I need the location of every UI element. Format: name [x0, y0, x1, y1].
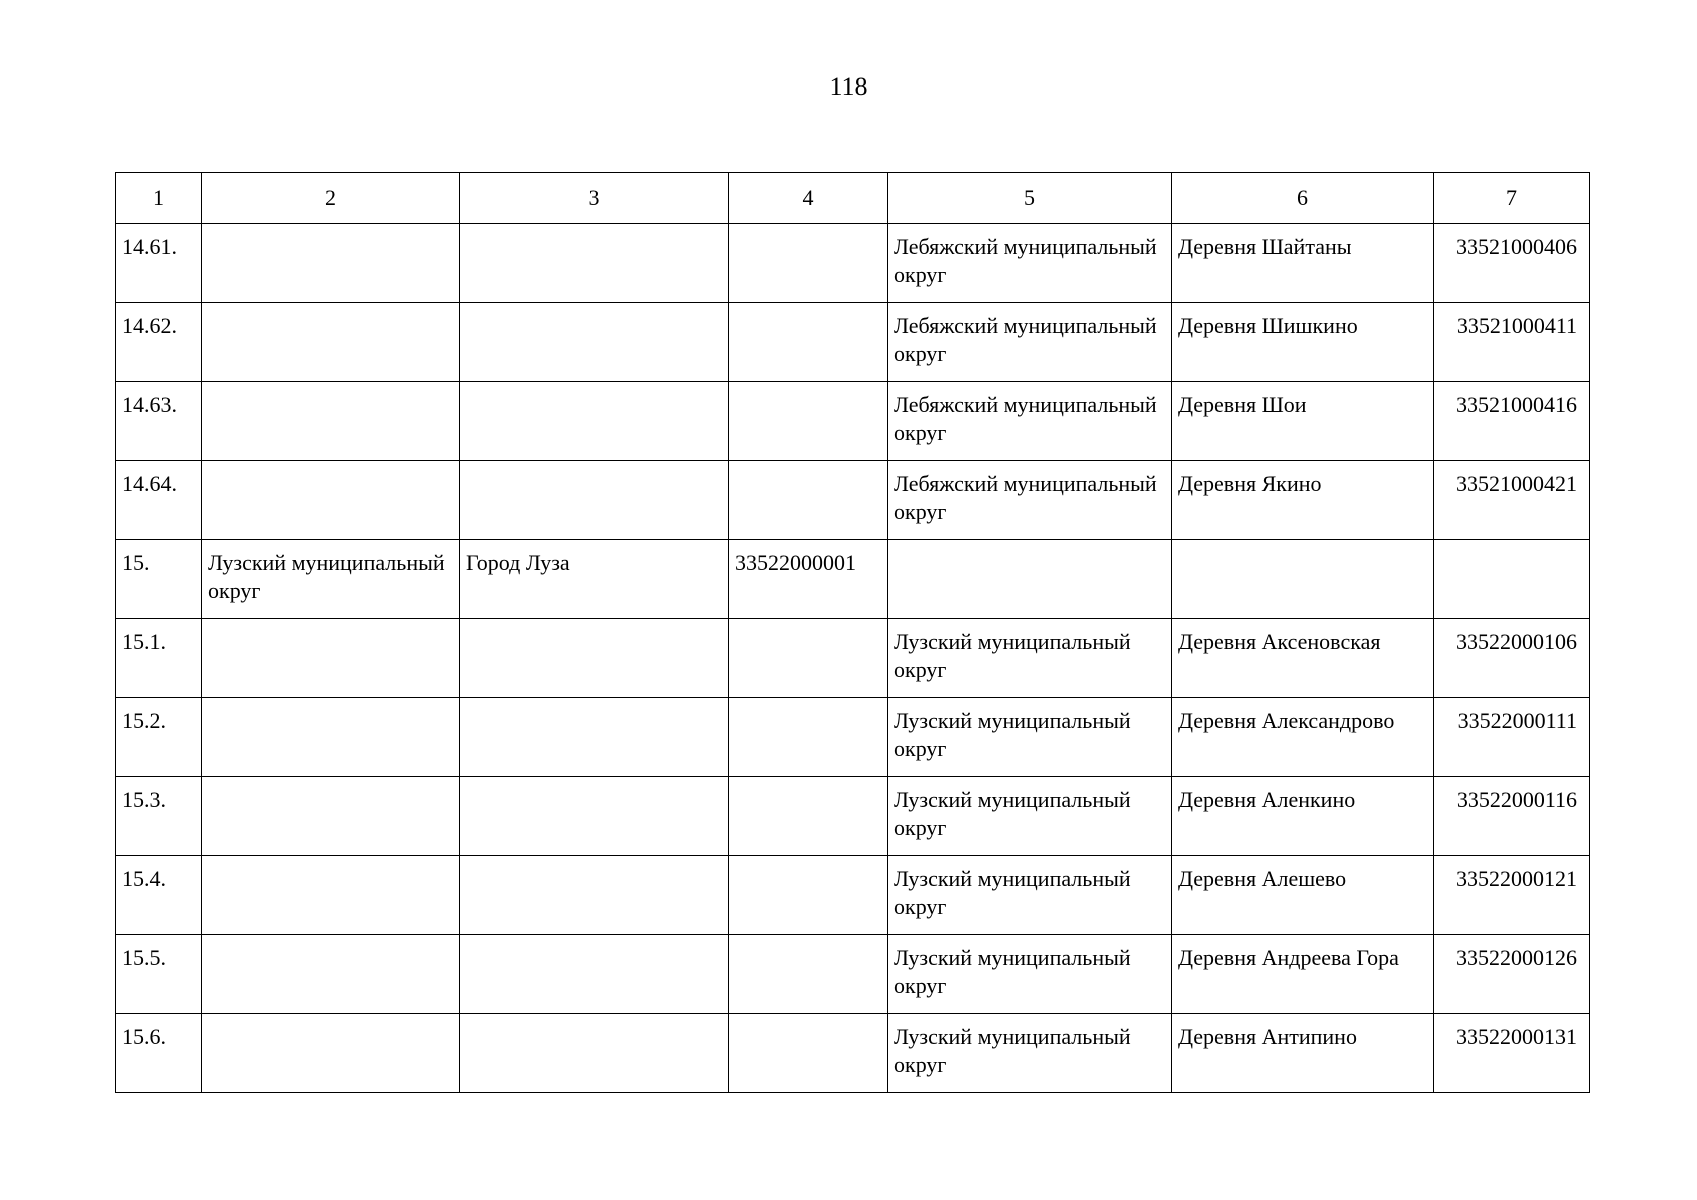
district-cell — [202, 382, 460, 461]
settlements-table — [115, 172, 1590, 1093]
row-number-cell: 15.5. — [116, 935, 202, 1014]
row-number-cell: 14.63. — [116, 382, 202, 461]
municipality-cell: Лузский муниципальный округ — [888, 935, 1172, 1014]
municipality-cell: Лебяжский муниципальный округ — [888, 461, 1172, 540]
settlement-code-cell: 33521000416 — [1434, 382, 1590, 461]
district-cell — [202, 935, 460, 1014]
settlement-code-cell: 33521000406 — [1434, 224, 1590, 303]
admin-center-cell — [460, 224, 729, 303]
table-row — [116, 619, 1590, 698]
table-row — [116, 382, 1590, 461]
admin-center-code-cell — [729, 856, 888, 935]
municipality-cell: Лузский муниципальный округ — [888, 619, 1172, 698]
district-cell — [202, 619, 460, 698]
settlement-code-cell: 33522000111 — [1434, 698, 1590, 777]
settlement-cell: Деревня Шайтаны — [1172, 224, 1434, 303]
admin-center-cell — [460, 619, 729, 698]
admin-center-code-cell — [729, 382, 888, 461]
municipality-cell — [888, 540, 1172, 619]
header-cell: 7 — [1434, 173, 1590, 224]
page-number: 118 — [829, 72, 868, 101]
admin-center-code-cell — [729, 698, 888, 777]
admin-center-cell — [460, 461, 729, 540]
admin-center-code-cell — [729, 224, 888, 303]
admin-center-cell — [460, 1014, 729, 1093]
header-cell: 3 — [460, 173, 729, 224]
row-number-cell: 14.62. — [116, 303, 202, 382]
admin-center-cell — [460, 382, 729, 461]
municipality-cell: Лебяжский муниципальный округ — [888, 224, 1172, 303]
admin-center-cell — [460, 777, 729, 856]
table-row — [116, 224, 1590, 303]
municipality-cell: Лузский муниципальный округ — [888, 1014, 1172, 1093]
municipality-cell: Лебяжский муниципальный округ — [888, 303, 1172, 382]
district-cell — [202, 698, 460, 777]
admin-center-cell: Город Луза — [460, 540, 729, 619]
settlement-code-cell: 33522000121 — [1434, 856, 1590, 935]
admin-center-cell — [460, 698, 729, 777]
municipality-cell: Лузский муниципальный округ — [888, 856, 1172, 935]
district-cell — [202, 303, 460, 382]
settlement-cell: Деревня Андреева Гора — [1172, 935, 1434, 1014]
admin-center-code-cell — [729, 935, 888, 1014]
admin-center-code-cell — [729, 461, 888, 540]
row-number-cell: 14.61. — [116, 224, 202, 303]
row-number-cell: 15. — [116, 540, 202, 619]
settlement-cell: Деревня Алешево — [1172, 856, 1434, 935]
table-row — [116, 777, 1590, 856]
settlement-cell: Деревня Аксеновская — [1172, 619, 1434, 698]
row-number-cell: 14.64. — [116, 461, 202, 540]
settlement-cell — [1172, 540, 1434, 619]
district-cell — [202, 1014, 460, 1093]
admin-center-code-cell — [729, 1014, 888, 1093]
header-cell: 6 — [1172, 173, 1434, 224]
settlement-code-cell: 33522000106 — [1434, 619, 1590, 698]
district-cell — [202, 224, 460, 303]
admin-center-cell — [460, 856, 729, 935]
district-cell — [202, 856, 460, 935]
table-row — [116, 935, 1590, 1014]
header-cell: 1 — [116, 173, 202, 224]
table-row — [116, 461, 1590, 540]
settlement-cell: Деревня Антипино — [1172, 1014, 1434, 1093]
row-number-cell: 15.2. — [116, 698, 202, 777]
municipality-cell: Лебяжский муниципальный округ — [888, 382, 1172, 461]
settlement-code-cell: 33522000131 — [1434, 1014, 1590, 1093]
admin-center-code-cell — [729, 777, 888, 856]
row-number-cell: 15.1. — [116, 619, 202, 698]
settlement-code-cell: 33522000126 — [1434, 935, 1590, 1014]
table-row — [116, 540, 1590, 619]
settlement-cell: Деревня Шои — [1172, 382, 1434, 461]
district-cell: Лузский муниципальный округ — [202, 540, 460, 619]
settlement-code-cell — [1434, 540, 1590, 619]
settlement-cell: Деревня Аленкино — [1172, 777, 1434, 856]
header-cell: 4 — [729, 173, 888, 224]
row-number-cell: 15.4. — [116, 856, 202, 935]
row-number-cell: 15.6. — [116, 1014, 202, 1093]
admin-center-code-cell — [729, 303, 888, 382]
admin-center-code-cell: 33522000001 — [729, 540, 888, 619]
settlement-code-cell: 33522000116 — [1434, 777, 1590, 856]
admin-center-cell — [460, 935, 729, 1014]
district-cell — [202, 461, 460, 540]
row-number-cell: 15.3. — [116, 777, 202, 856]
table-row — [116, 856, 1590, 935]
table-header-row — [116, 173, 1590, 224]
table-row — [116, 303, 1590, 382]
settlement-code-cell: 33521000421 — [1434, 461, 1590, 540]
settlement-cell: Деревня Шишкино — [1172, 303, 1434, 382]
settlement-cell: Деревня Якино — [1172, 461, 1434, 540]
table-row — [116, 1014, 1590, 1093]
table-row — [116, 698, 1590, 777]
district-cell — [202, 777, 460, 856]
admin-center-cell — [460, 303, 729, 382]
settlement-code-cell: 33521000411 — [1434, 303, 1590, 382]
admin-center-code-cell — [729, 619, 888, 698]
municipality-cell: Лузский муниципальный округ — [888, 698, 1172, 777]
settlement-cell: Деревня Александрово — [1172, 698, 1434, 777]
header-cell: 5 — [888, 173, 1172, 224]
municipality-cell: Лузский муниципальный округ — [888, 777, 1172, 856]
header-cell: 2 — [202, 173, 460, 224]
